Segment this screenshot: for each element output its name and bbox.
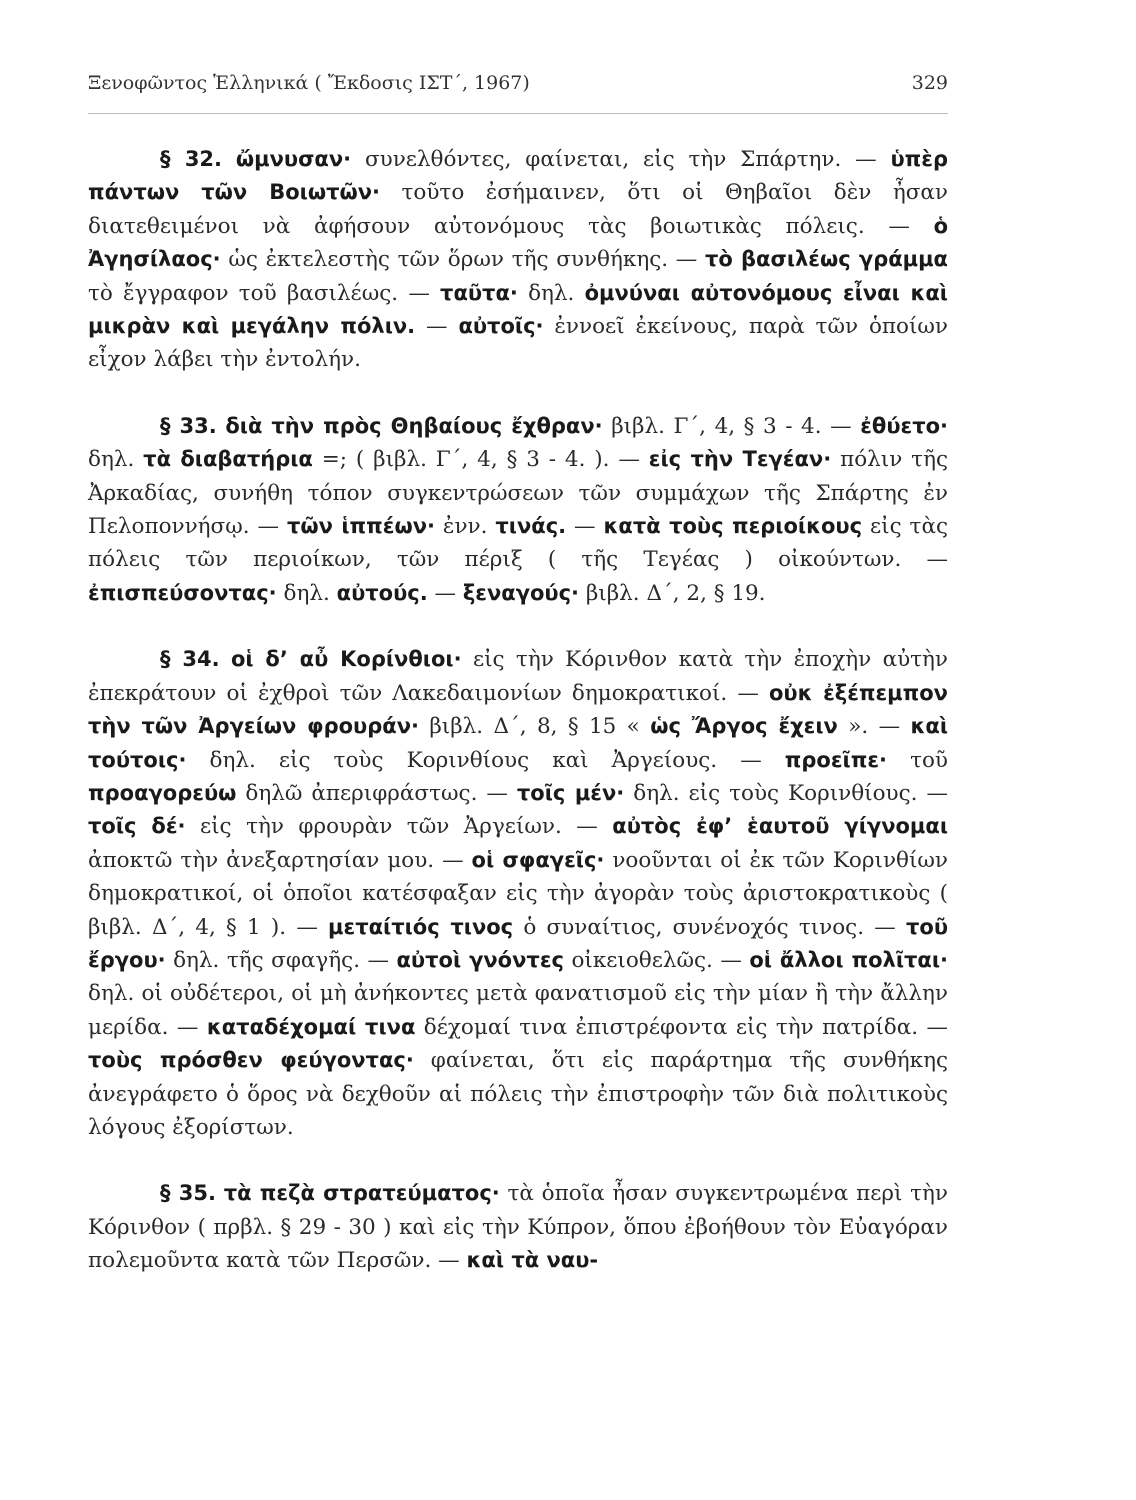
section-number: § 33. — [160, 413, 217, 438]
gloss: δηλ. οἱ οὐδέτεροι, οἱ μὴ ἀνήκοντες μετὰ φανατισμοῦ εἰς τὴν μίαν ἢ τὴν ἄλλην μερίδα. — — [88, 981, 948, 1040]
gloss: φαίνεται, ὅτι εἰς παράρτημα τῆς συνθήκης ἀνεγράφετο ὁ ὅρος νὰ δεχθοῦν αἱ πόλεις τὴν ἐπιστροφὴν τῶν διὰ πολιτικοὺς λόγους ἐξορίστων. — [88, 1048, 948, 1140]
lemma: οἱ δ’ αὖ Κορίνθιοι· — [230, 647, 462, 672]
section-paragraph — [88, 643, 948, 1144]
running-header — [88, 72, 948, 94]
page-number: 329 — [911, 72, 948, 94]
lemma: καταδέχομαί τινα — [206, 1014, 416, 1039]
lemma: οὐκ ἐξέπεμπον τὴν τῶν Ἀργείων φρουράν· — [88, 680, 948, 739]
gloss: τοῦτο ἐσήμαινεν, ὅτι οἱ Θηβαῖοι δὲν ἦσαν διατεθειμένοι νὰ ἀφήσουν αὐτονόμους τὰς βοιωτικὰς πόλεις. — — [88, 180, 948, 239]
section-paragraph — [88, 410, 948, 610]
lemma: καὶ τὰ ναυ- — [466, 1248, 599, 1273]
lemma: ξεναγούς· — [462, 580, 580, 605]
gloss: δηλ. τῆς σφαγῆς. — — [165, 947, 397, 973]
lemma: τινάς. — [495, 514, 567, 539]
gloss: ὁ συναίτιος, συνένοχός τινος. — — [513, 914, 906, 940]
lemma: αὐτοῖς· — [458, 314, 544, 339]
lemma: ὁ Ἀγησίλαος· — [88, 213, 948, 272]
header-rule — [88, 113, 948, 114]
gloss: — — [415, 314, 459, 340]
lemma: τοῦ ἔργου· — [88, 914, 948, 972]
lemma: τὰ διαβατήρια — [143, 447, 313, 472]
lemma: ὤμνυσαν· — [235, 147, 352, 171]
gloss: τὰ ὁποῖα ἦσαν συγκεντρωμένα περὶ τὴν Κόρινθον ( πρβλ. § 29 - 30 ) καὶ εἰς τὴν Κύπρον, ὅπου ἐβοήθουν τὸν Εὐαγόραν πολεμοῦντα κατὰ τῶν Περσῶν. — — [88, 1181, 949, 1274]
lemma: ταῦτα· — [440, 280, 518, 305]
gloss: — — [566, 514, 604, 540]
gloss: βιβλ. Δ΄, 2, § 19. — [579, 580, 766, 606]
lemma: ὑπὲρ πάντων τῶν Βοιωτῶν· — [88, 147, 948, 205]
gloss: βιβλ. Γ΄, 4, § 3 - 4. — — [602, 413, 861, 439]
lemma: κατὰ τοὺς περιοίκους — [603, 514, 863, 539]
section-number: § 35. — [160, 1181, 216, 1206]
section-number: § 34. — [160, 647, 220, 672]
gloss: δηλ. εἰς τοὺς Κορινθίους καὶ Ἀργείους. — — [186, 747, 785, 773]
commentary-body — [88, 143, 948, 1311]
lemma: τοῖς μέν· — [516, 780, 625, 805]
gloss: εἰς τὴν Κόρινθον κατὰ τὴν ἐποχὴν αὐτὴν ἐπεκράτουν οἱ ἐχθροὶ τῶν Λακεδαιμονίων δημοκρατικοί. — — [88, 647, 949, 706]
lemma: ὡς Ἄργος ἔχειν — [650, 714, 838, 739]
gloss: τοῦ — [887, 747, 948, 773]
gloss: δηλ. — [517, 280, 585, 306]
section-paragraph — [88, 1177, 948, 1277]
lemma: ὀμνύναι αὐτονόμους εἶναι καὶ μικρὰν καὶ μεγάλην πόλιν. — [88, 280, 948, 339]
lemma: ἐθύετο· — [860, 413, 948, 438]
lemma: αὐτὸς ἐφ’ ἑαυτοῦ γίγνομαι — [612, 814, 948, 839]
gloss: δηλ. εἰς τοὺς Κορινθίους. — — [624, 780, 948, 806]
gloss: πόλιν τῆς Ἀρκαδίας, συνήθη τόπον συγκεντρώσεων τῶν συμμάχων τῆς Σπάρτης ἐν Πελοποννήσῳ. — — [88, 447, 949, 540]
lemma: τὰ πεζὰ στρατεύματος· — [223, 1181, 500, 1206]
running-title: Ξενοφῶντος Ἑλληνικά ( Ἔκδοσις ΙΣΤ΄, 1967) — [88, 72, 530, 94]
lemma: προεῖπε· — [784, 747, 888, 772]
gloss: ὡς ἐκτελεστὴς τῶν ὅρων τῆς συνθήκης. — — [220, 247, 705, 273]
lemma: καὶ τούτοις· — [88, 714, 948, 772]
gloss: συνελθόντες, φαίνεται, εἰς τὴν Σπάρτην. — — [351, 147, 891, 172]
gloss: τὸ ἔγγραφον τοῦ βασιλέως. — — [88, 280, 441, 306]
gloss: ἐνν. — [434, 514, 496, 540]
gloss: — — [427, 580, 463, 606]
lemma: αὐτούς. — [336, 580, 428, 605]
gloss: νοοῦνται οἱ ἐκ τῶν Κορινθίων δημοκρατικοί, οἱ ὁποῖοι κατέσφαξαν εἰς τὴν ἀγορὰν τοὺς ἀριστοκρατικοὺς ( βιβλ. Δ΄, 4, § 1 ). — — [88, 847, 948, 940]
lemma: προαγορεύω — [88, 780, 237, 805]
gloss: =; ( βιβλ. Γ΄, 4, § 3 - 4. ). — — [312, 447, 649, 473]
lemma: τοῖς δέ· — [88, 814, 186, 839]
lemma: τὸ βασιλέως γράμμα — [705, 247, 948, 272]
gloss: δηλῶ ἀπεριφράστως. — — [236, 780, 517, 806]
gloss: εἰς τὴν φρουρὰν τῶν Ἀργείων. — — [185, 814, 613, 840]
lemma: οἱ ἄλλοι πολῖται· — [749, 947, 948, 972]
gloss: δηλ. — [88, 447, 144, 473]
lemma: διὰ τὴν πρὸς Θηβαίους ἔχθραν· — [225, 413, 603, 438]
lemma: οἱ σφαγεῖς· — [471, 847, 605, 872]
lemma: τοὺς πρόσθεν φεύγοντας· — [88, 1048, 414, 1073]
gloss: οἰκειοθελῶς. — — [563, 947, 750, 973]
gloss: δέχομαί τινα ἐπιστρέφοντα εἰς τὴν πατρίδα. — — [415, 1014, 948, 1040]
gloss: βιβλ. Δ΄, 8, § 15 « — [418, 714, 651, 740]
lemma: τῶν ἱππέων· — [286, 514, 435, 539]
gloss: ἐννοεῖ ἐκείνους, παρὰ τῶν ὁποίων εἶχον λάβει τὴν ἐντολήν. — [88, 314, 948, 373]
lemma: ἐπισπεύσοντας· — [88, 580, 277, 605]
gloss: εἰς τὰς πόλεις τῶν περιοίκων, τῶν πέριξ ( τῆς Τεγέας ) οἰκούντων. — — [88, 514, 948, 573]
section-number: § 32. — [160, 147, 223, 171]
lemma: μεταίτιός τινος — [328, 914, 514, 939]
section-paragraph — [88, 143, 948, 377]
gloss: ἀποκτῶ τὴν ἀνεξαρτησίαν μου. — — [88, 847, 472, 873]
lemma: αὐτοὶ γνόντες — [396, 947, 564, 972]
gloss: ». — — [837, 714, 911, 740]
gloss: δηλ. — [276, 580, 337, 606]
lemma: εἰς τὴν Τεγέαν· — [648, 447, 832, 472]
